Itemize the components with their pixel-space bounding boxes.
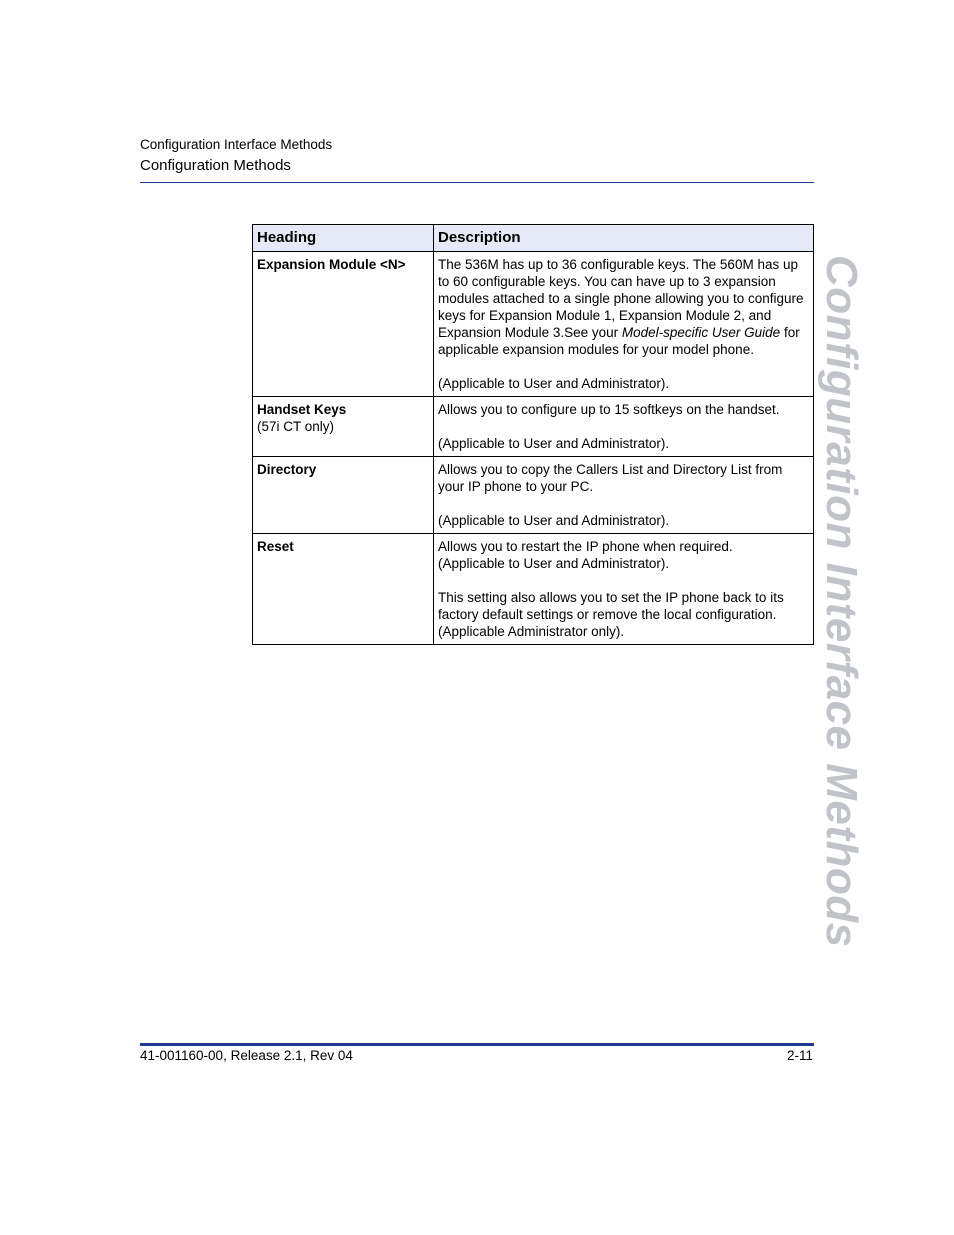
row-heading-cell	[253, 252, 434, 397]
row-heading-note: (57i CT only)	[257, 419, 335, 434]
description-text-continued: for applicable expansion modules for your model phone.	[438, 325, 800, 357]
row-heading-cell	[253, 457, 434, 534]
running-header-section: Configuration Methods	[140, 157, 291, 174]
running-header-chapter: Configuration Interface Methods	[140, 137, 333, 152]
column-header-description: Description	[434, 225, 814, 252]
table-row	[253, 252, 814, 397]
config-methods-table	[252, 224, 814, 645]
applicability-note: (Applicable to User and Administrator).	[438, 556, 670, 571]
row-heading: Handset Keys	[257, 402, 347, 417]
row-description-cell	[434, 252, 814, 397]
footer-rule	[140, 1043, 814, 1046]
row-heading-cell	[253, 534, 434, 645]
column-header-heading: Heading	[253, 225, 434, 252]
description-text: The 536M has up to 36 configurable keys. The 560M has up to 60 configurable keys. You can have up to 3 expansion modules attached to a single phone allowing you to configure keys for Expansion Module 1, Expansion Module 2, and Expansion Module 3.See your	[438, 257, 804, 340]
applicability-note-admin: (Applicable Administrator only).	[438, 624, 625, 639]
row-description-cell	[434, 534, 814, 645]
table-row	[253, 457, 814, 534]
applicability-note: (Applicable to User and Administrator).	[438, 436, 670, 451]
row-heading: Directory	[257, 462, 317, 477]
row-heading: Reset	[257, 539, 294, 554]
row-description	[438, 256, 809, 358]
row-description-extra: This setting also allows you to set the IP phone back to its factory default settings or remove the local configuration.	[438, 590, 784, 622]
chapter-side-title: Configuration Interface Methods	[817, 255, 866, 948]
row-description-cell	[434, 397, 814, 457]
row-description: Allows you to configure up to 15 softkeys on the handset.	[438, 402, 780, 417]
table-header-row	[253, 225, 814, 252]
row-heading-cell	[253, 397, 434, 457]
applicability-note: (Applicable to User and Administrator).	[438, 376, 670, 391]
footer-document-id: 41-001160-00, Release 2.1, Rev 04	[140, 1048, 353, 1063]
row-description-cell	[434, 457, 814, 534]
guide-reference: Model-specific User Guide	[621, 325, 781, 340]
table-row	[253, 397, 814, 457]
footer-page-number: 2-11	[786, 1048, 813, 1063]
table-row	[253, 534, 814, 645]
row-description: Allows you to restart the IP phone when required.	[438, 539, 733, 554]
row-heading: Expansion Module <N>	[257, 257, 406, 272]
row-description: Allows you to copy the Callers List and Directory List from your IP phone to your PC.	[438, 462, 783, 494]
chapter-side-tab	[817, 255, 866, 948]
applicability-note: (Applicable to User and Administrator).	[438, 513, 670, 528]
header-rule	[140, 182, 814, 183]
